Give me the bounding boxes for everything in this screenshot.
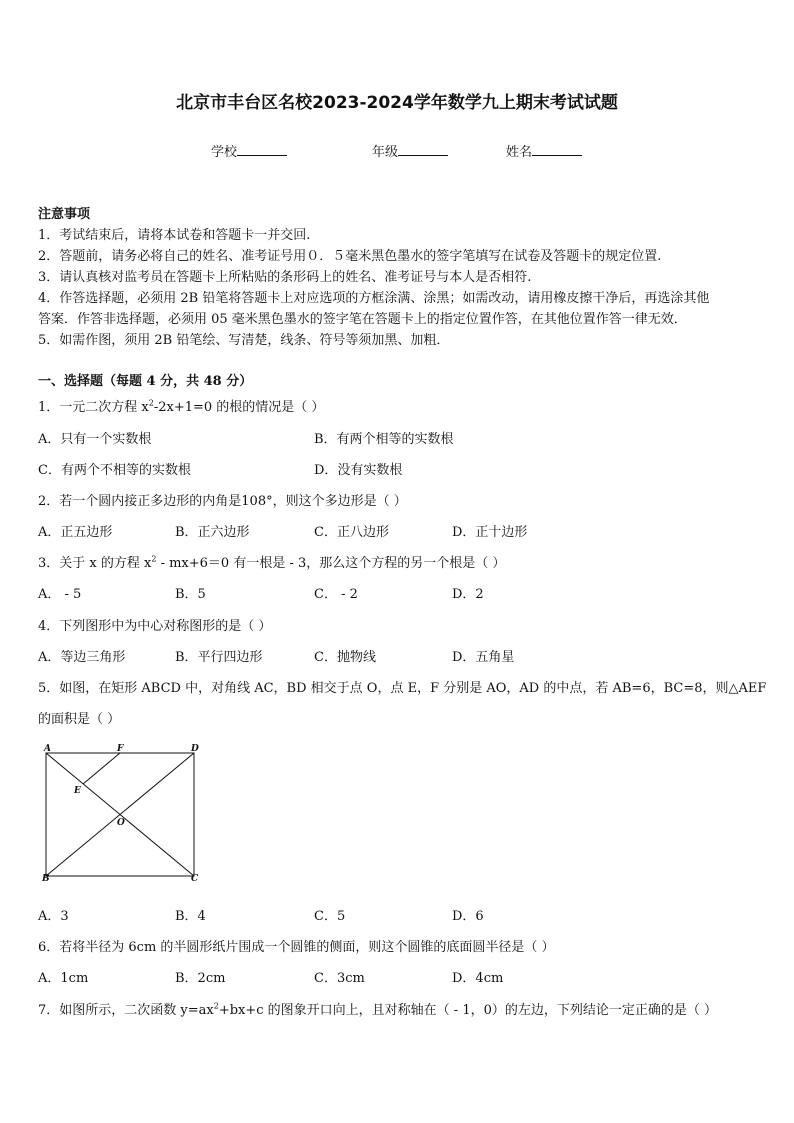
question-5-stem-line2: 的面积是（ ） <box>38 712 121 727</box>
page-title: 北京市丰台区名校2023-2024学年数学九上期末考试试题 <box>176 93 618 113</box>
note-item: 2．答题前，请务必将自己的姓名、准考证号用０．５毫米黑色墨水的签字笔填写在试卷及答题卡的规定位置. <box>38 249 662 264</box>
school-blank[interactable] <box>237 142 287 156</box>
q5-option-a[interactable]: A．3 <box>38 909 69 924</box>
name-blank[interactable] <box>532 142 582 156</box>
label-f: F <box>117 744 124 754</box>
name-field[interactable] <box>506 141 582 160</box>
label-o: O <box>117 818 125 828</box>
q1-option-a[interactable]: A．只有一个实数根 <box>38 432 152 447</box>
label-b: B <box>42 874 50 882</box>
note-item: 答案．作答非选择题，必须用 05 毫米黑色墨水的签字笔在答题卡上的指定位置作答，在其他位置作答一律无效． <box>38 312 687 327</box>
question-1-stem: 1．一元二次方程 $x^2-2x+1=0$ 的根的情况是（ ） <box>38 398 325 415</box>
question-7-stem: 7．如图所示，二次函数 $y=ax^2+bx+c$ 的图象开口向上，且对称轴在（ - 1，0）的左边，下列结论一定正确的是（ ） <box>38 1001 718 1018</box>
label-d: D <box>191 744 199 754</box>
note-item: 3．请认真核对监考员在答题卡上所粘贴的条形码上的姓名、准考证号与本人是否相符. <box>38 270 532 285</box>
question-4-stem: 4．下列图形中为中心对称图形的是（ ） <box>38 619 272 634</box>
segment-ef <box>83 753 120 784</box>
grade-field[interactable] <box>372 141 448 160</box>
q3-option-a[interactable]: A． - 5 <box>38 587 82 602</box>
q3-option-d[interactable]: D．2 <box>452 587 484 602</box>
q4-option-a[interactable]: A．等边三角形 <box>38 650 126 665</box>
q2-option-b[interactable]: B．正六边形 <box>175 525 250 540</box>
q1-option-c[interactable]: C．有两个不相等的实数根 <box>38 463 191 478</box>
q2-option-d[interactable]: D．正十边形 <box>452 525 528 540</box>
question-6-stem: 6．若将半径为 6cm 的半圆形纸片围成一个圆锥的侧面，则这个圆锥的底面圆半径是（ ） <box>38 940 555 955</box>
q2-option-a[interactable]: A．正五边形 <box>38 525 113 540</box>
q4-option-b[interactable]: B．平行四边形 <box>175 650 263 665</box>
q6-option-c[interactable]: C．3cm <box>314 971 365 986</box>
q6-option-a[interactable]: A．1cm <box>38 971 89 986</box>
q3-option-c[interactable]: C． - 2 <box>314 587 358 602</box>
q5-option-c[interactable]: C．5 <box>314 909 346 924</box>
label-e: E <box>74 786 81 796</box>
label-a: A <box>44 744 51 754</box>
q5-option-b[interactable]: B．4 <box>175 909 206 924</box>
note-item: 4．作答选择题，必须用 2B 铅笔将答题卡上对应选项的方框涂满、涂黑；如需改动，请用橡皮擦干净后，再选涂其他 <box>38 291 710 306</box>
q4-option-d[interactable]: D．五角星 <box>452 650 515 665</box>
grade-blank[interactable] <box>398 142 448 156</box>
question-2-stem: 2．若一个圆内接正多边形的内角是108°，则这个多边形是（ ） <box>38 494 407 509</box>
note-item: 5．如需作图，须用 2B 铅笔绘、写清楚，线条、符号等须加黑、加粗． <box>38 333 450 348</box>
q2-option-c[interactable]: C．正八边形 <box>314 525 389 540</box>
rectangle-figure <box>38 742 208 882</box>
question-5-stem-line1: 5．如图，在矩形 ABCD 中，对角线 AC，BD 相交于点 O，点 E，F 分别是 AO，AD 的中点，若 AB=6，BC=8，则△AEF <box>38 681 767 696</box>
school-label: 学校 <box>211 145 238 160</box>
notes-heading: 注意事项 <box>38 207 91 222</box>
q6-option-b[interactable]: B．2cm <box>175 971 226 986</box>
section-heading: 一、选择题（每题 4 分，共 48 分） <box>38 374 253 389</box>
school-field[interactable] <box>211 141 287 160</box>
note-item: 1．考试结束后，请将本试卷和答题卡一并交回. <box>38 228 311 243</box>
q5-option-d[interactable]: D．6 <box>452 909 484 924</box>
q1-option-d[interactable]: D．没有实数根 <box>314 463 403 478</box>
label-c: C <box>191 874 199 882</box>
grade-label: 年级 <box>372 145 399 160</box>
question-3-stem: 3．关于 x 的方程 $x^2 - mx+6=0$ 有一根是 - 3，那么这个方程的另一个根是（ ） <box>38 554 506 571</box>
q4-option-c[interactable]: C．抛物线 <box>314 650 376 665</box>
q1-option-b[interactable]: B．有两个相等的实数根 <box>314 432 454 447</box>
q6-option-d[interactable]: D．4cm <box>452 971 504 986</box>
name-label: 姓名 <box>506 145 533 160</box>
q3-option-b[interactable]: B．5 <box>175 587 206 602</box>
